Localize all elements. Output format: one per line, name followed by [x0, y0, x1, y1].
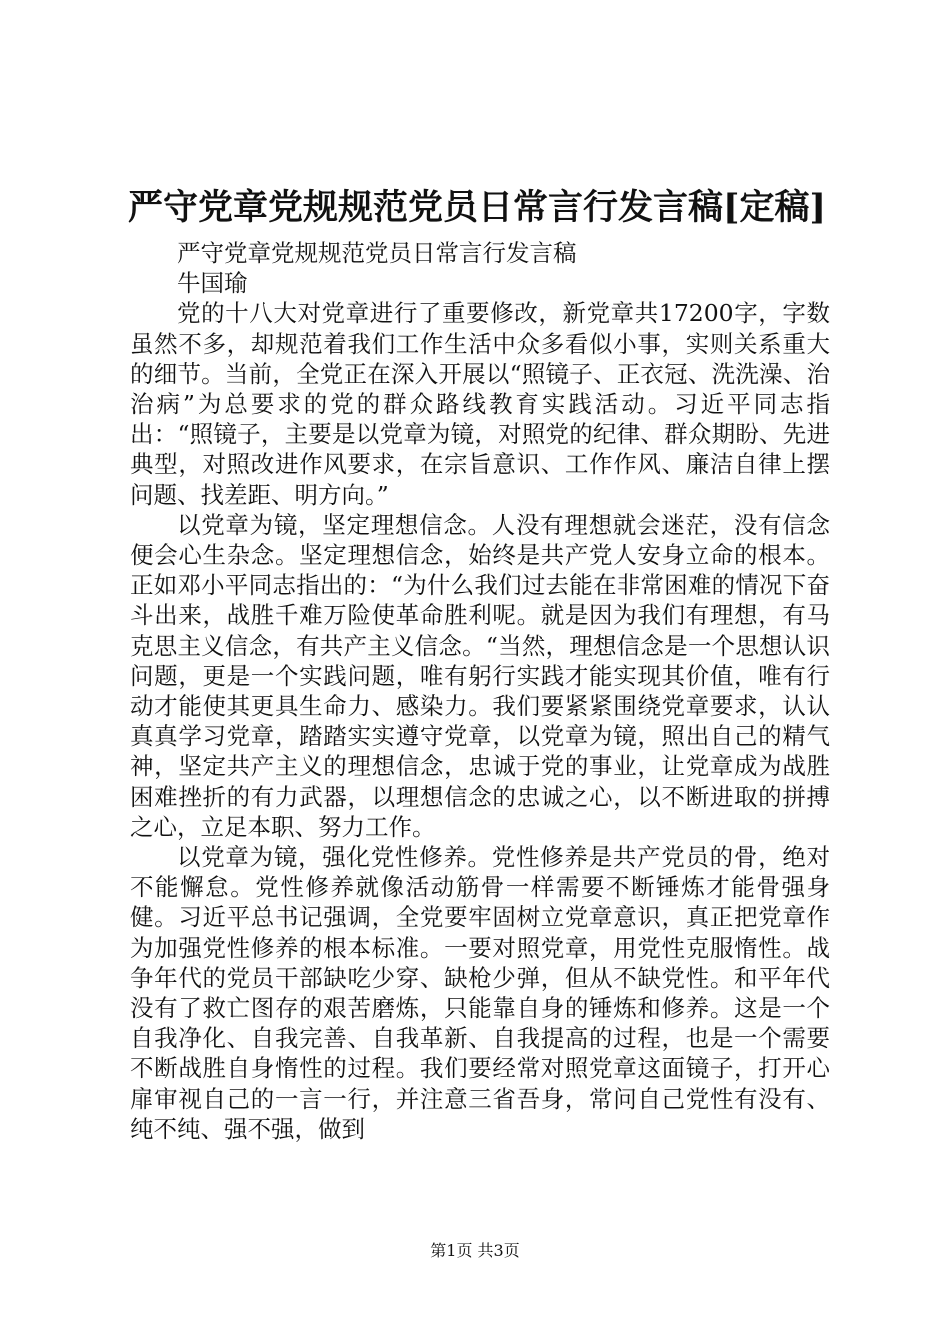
paragraph-party-spirit: 以党章为镜，强化党性修养。党性修养是共产党员的骨，绝对不能懈怠。党性修养就像活动筋骨一样需要不断锤炼才能骨强身健。习近平总书记强调，全党要牢固树立党章意识，真正把党章作为加强党性修养的根本标准。一要对照党章，用党性克服惰性。战争年代的党员干部缺吃少穿、缺枪少弹，但从不缺党性。和平年代没有了救亡图存的艰苦磨炼，只能靠自身的锤炼和修养。这是一个自我净化、自我完善、自我革新、自我提高的过程，也是一个需要不断战胜自身惰性的过程。我们要经常对照党章这面镜子，打开心扉审视自己的一言一行，并注意三省吾身，常问自己党性有没有、纯不纯、强不强，做到 — [130, 843, 830, 1143]
page-footer: 第1页 共3页 — [430, 1241, 520, 1260]
document-title: 严守党章党规规范党员日常言行发言稿[定稿] — [128, 187, 827, 228]
document-subtitle: 严守党章党规规范党员日常言行发言稿 — [177, 239, 577, 267]
paragraph-ideals: 以党章为镜，坚定理想信念。人没有理想就会迷茫，没有信念便会心生杂念。坚定理想信念，始终是共产党人安身立命的根本。正如邓小平同志指出的：“为什么我们过去能在非常困难的情况下奋斗出来，战胜千难万险使革命胜利呢。就是因为我们有理想，有马克思主义信念，有共产主义信念。“当然，理想信念是一个思想认识问题，更是一个实践问题，唯有躬行实践才能实现其价值，唯有行动才能使其更具生命力、感染力。我们要紧紧围绕党章要求，认认真真学习党章，踏踏实实遵守党章，以党章为镜，照出自己的精气神，坚定共产主义的理想信念，忠诚于党的事业，让党章成为战胜困难挫折的有力武器，以理想信念的忠诚之心，以不断进取的拼搏之心，立足本职、努力工作。 — [130, 510, 830, 841]
document-author: 牛国瑜 — [177, 269, 248, 298]
document-body — [130, 238, 830, 1144]
paragraph-intro: 党的十八大对党章进行了重要修改，新党章共17200字，字数虽然不多，却规范着我们工作生活中众多看似小事，实则关系重大的细节。当前，全党正在深入开展以“照镜子、正衣冠、洗洗澡、治治病”为总要求的党的群众路线教育实践活动。习近平同志指出：“照镜子，主要是以党章为镜，对照党的纪律、群众期盼、先进典型，对照改进作风要求，在宗旨意识、工作作风、廉洁自律上摆问题、找差距、明方向。” — [130, 299, 830, 509]
